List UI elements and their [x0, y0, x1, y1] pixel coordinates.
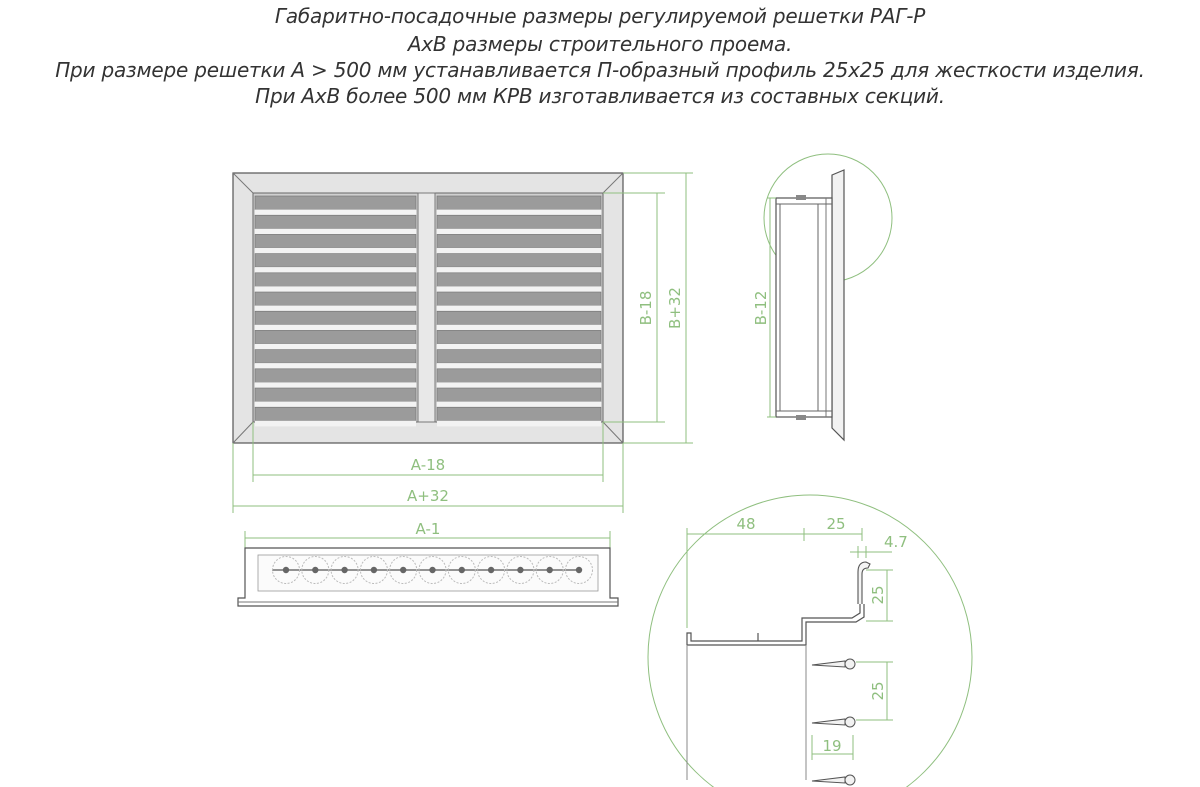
- dim-48: 48: [736, 515, 756, 533]
- roller-pin: [488, 567, 494, 573]
- slat: [255, 254, 416, 268]
- slat-gap: [255, 286, 416, 292]
- blade: [812, 661, 845, 667]
- side-view: [764, 154, 892, 440]
- plan-inner: [258, 555, 598, 591]
- center-divider: [418, 193, 435, 422]
- side-bottom-clip: [796, 415, 806, 420]
- slat: [437, 330, 601, 344]
- slat-gap: [437, 344, 601, 350]
- roller-pin: [429, 567, 435, 573]
- slat-gap: [437, 363, 601, 369]
- title-line-4: При АхВ более 500 мм КРВ изготавливается из составных секций.: [255, 84, 945, 108]
- slat-gap: [255, 344, 416, 350]
- roller-pin: [283, 567, 289, 573]
- roller-pin: [400, 567, 406, 573]
- roller-pin: [517, 567, 523, 573]
- slat-gap: [255, 363, 416, 369]
- dim-25-vertical-2: 25: [869, 681, 887, 701]
- slat-gap: [255, 382, 416, 388]
- slats-left: [255, 196, 416, 426]
- roller-pin: [547, 567, 553, 573]
- slat: [437, 215, 601, 229]
- dim-25-vertical-1: 25: [869, 585, 887, 605]
- slat: [255, 311, 416, 325]
- slat: [255, 215, 416, 229]
- slat: [437, 292, 601, 306]
- side-flange: [832, 170, 844, 440]
- blade: [812, 719, 845, 725]
- dim-a-plus-32: A+32: [407, 487, 449, 505]
- slat-gap: [255, 248, 416, 254]
- slat: [437, 311, 601, 325]
- slat: [437, 234, 601, 248]
- title-line-1: Габаритно-посадочные размеры регулируемой решетки РАГ-Р: [274, 4, 926, 28]
- detail-view: [648, 495, 972, 787]
- slat: [437, 254, 601, 268]
- detail-profile: [687, 604, 864, 645]
- slat: [255, 388, 416, 402]
- slat: [437, 350, 601, 364]
- dim-a-minus-18: A-18: [410, 456, 446, 474]
- slat: [255, 330, 416, 344]
- roller-pin: [371, 567, 377, 573]
- slat: [255, 369, 416, 383]
- slat-gap: [437, 421, 601, 427]
- slat-gap: [437, 286, 601, 292]
- slat-gap: [437, 325, 601, 331]
- roller-pin: [576, 567, 582, 573]
- slat: [255, 234, 416, 248]
- title-line-3: При размере решетки А > 500 мм устанавливается П-образный профиль 25х25 для жесткости изделия.: [55, 58, 1145, 82]
- slat: [255, 350, 416, 364]
- dim-25-top: 25: [826, 515, 846, 533]
- blade-pivot: [845, 775, 855, 785]
- roller-pin: [341, 567, 347, 573]
- slat-gap: [437, 210, 601, 216]
- slat-gap: [437, 382, 601, 388]
- slat: [255, 292, 416, 306]
- slat-gap: [437, 248, 601, 254]
- slat-gap: [255, 210, 416, 216]
- slat-gap: [437, 402, 601, 408]
- slat-gap: [255, 267, 416, 273]
- slat-gap: [255, 306, 416, 312]
- dim-a-minus-1: A-1: [415, 520, 441, 538]
- front-view: [233, 173, 623, 443]
- slat: [437, 369, 601, 383]
- plan-view: [238, 548, 618, 606]
- dim-4-7: 4.7: [884, 533, 908, 551]
- detail-blades: [812, 659, 855, 785]
- blade-pivot: [845, 659, 855, 669]
- slat-gap: [255, 402, 416, 408]
- roller-pin: [459, 567, 465, 573]
- side-body: [776, 198, 832, 417]
- blade-pivot: [845, 717, 855, 727]
- slat-gap: [437, 267, 601, 273]
- slat: [437, 273, 601, 287]
- slat-gap: [255, 325, 416, 331]
- slat-gap: [437, 306, 601, 312]
- roller-pin: [312, 567, 318, 573]
- dim-19: 19: [822, 737, 842, 755]
- dim-b-plus-32: B+32: [666, 287, 684, 329]
- title-line-2: АхВ размеры строительного проема.: [407, 32, 793, 56]
- slat-gap: [255, 229, 416, 235]
- side-top-clip: [796, 195, 806, 200]
- slat: [437, 196, 601, 210]
- slat-gap: [437, 229, 601, 235]
- slats-right: [437, 196, 601, 426]
- slat: [437, 388, 601, 402]
- slat: [255, 196, 416, 210]
- blade: [812, 777, 845, 783]
- slat: [437, 407, 601, 421]
- dim-b-minus-18: B-18: [637, 290, 655, 326]
- slat: [255, 273, 416, 287]
- slat: [255, 407, 416, 421]
- slat-gap: [255, 421, 416, 427]
- dim-b-minus-12: B-12: [752, 290, 770, 326]
